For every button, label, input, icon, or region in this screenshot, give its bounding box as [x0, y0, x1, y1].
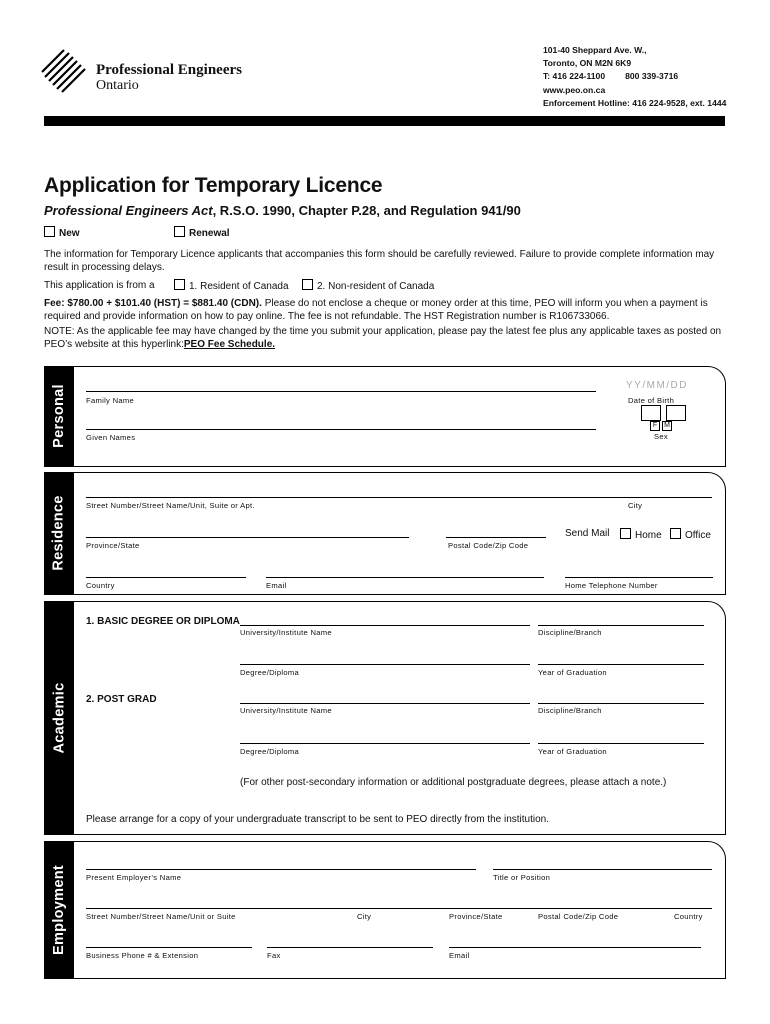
employment-tab: Employment	[44, 841, 74, 978]
residence-street-label: Street Number/Street Name/Unit, Suite or Apt.	[86, 501, 255, 510]
resident-label: 1. Resident of Canada	[189, 281, 289, 292]
resident-option	[174, 279, 289, 293]
sex-f-label: F	[650, 421, 660, 431]
residence-country-label: Country	[86, 581, 115, 590]
hotline: Enforcement Hotline: 416 224-9528, ext. 1444	[543, 97, 727, 108]
tollfree: 800 339-3716	[625, 71, 679, 82]
employer-province-label: Province/State	[449, 912, 503, 921]
residence-city-label: City	[628, 501, 643, 510]
residence-email-field[interactable]	[266, 577, 544, 578]
post-grad-heading: 2. POST GRAD	[86, 694, 157, 705]
fee-text	[44, 297, 728, 323]
act-rest: , R.S.O. 1990, Chapter P.28, and Regulation 941/90	[212, 203, 521, 218]
transcript-note: Please arrange for a copy of your undergraduate transcript to be sent to PEO directly from the institution.	[86, 814, 550, 825]
sex-box-m[interactable]	[666, 405, 686, 421]
business-phone-field[interactable]	[86, 947, 252, 948]
residency-row	[44, 279, 155, 292]
address-block	[543, 44, 726, 110]
nonresident-checkbox[interactable]	[302, 279, 313, 290]
mail-home-option	[620, 528, 662, 541]
org-sub: Ontario	[96, 78, 139, 93]
basic-university-field[interactable]	[240, 625, 530, 626]
basic-year-label: Year of Graduation	[538, 668, 607, 677]
website: www.peo.on.ca	[543, 84, 606, 95]
from-label: This application is from a	[44, 280, 155, 291]
send-mail-label: Send Mail	[565, 528, 610, 539]
employer-name-label: Present Employer’s Name	[86, 873, 182, 882]
employer-address-field[interactable]	[86, 908, 712, 909]
basic-degree-label: Degree/Diploma	[240, 668, 300, 677]
fax-label: Fax	[267, 951, 281, 960]
other-degrees-note: (For other post-secondary information or additional postgraduate degrees, please attach a note.)	[240, 777, 667, 788]
post-year-label: Year of Graduation	[538, 747, 607, 756]
renewal-label: Renewal	[189, 228, 230, 239]
basic-degree-field[interactable]	[240, 664, 530, 665]
academic-tab: Academic	[44, 601, 74, 834]
employer-name-field[interactable]	[86, 869, 476, 870]
renewal-option	[174, 226, 230, 240]
page-subtitle	[44, 203, 521, 218]
employer-city-label: City	[357, 912, 372, 921]
basic-year-field[interactable]	[538, 664, 704, 665]
fee-amount: Fee: $780.00 + $101.40 (HST) = $881.40 (CDN).	[44, 298, 262, 309]
intro-text: The information for Temporary Licence applicants that accompanies this form should be carefully reviewed. Failure to provide complete information may result in processing delays.	[44, 249, 715, 273]
post-degree-label: Degree/Diploma	[240, 747, 300, 756]
personal-tab: Personal	[44, 366, 74, 466]
post-degree-field[interactable]	[240, 743, 530, 744]
family-name-field[interactable]	[86, 391, 596, 392]
fee-schedule-link[interactable]: PEO Fee Schedule.	[183, 339, 276, 350]
job-title-label: Title or Position	[493, 873, 551, 882]
residence-email-label: Email	[266, 581, 287, 590]
resident-checkbox[interactable]	[174, 279, 185, 290]
sex-box-f[interactable]	[641, 405, 661, 421]
note-text	[44, 325, 728, 351]
residence-postal-field[interactable]	[446, 537, 546, 538]
fee-details: Please do not enclose a cheque or money order at this time, PEO will inform you when a payment is required and provide information on how to pay online. The fee is not refundable. The HST Registration number is R106733066.	[44, 298, 708, 322]
address-line1: 101-40 Sheppard Ave. W.,	[543, 45, 647, 55]
residence-tab: Residence	[44, 472, 74, 594]
post-university-label: University/Institute Name	[240, 706, 332, 715]
application-type	[44, 226, 80, 240]
basic-university-label: University/Institute Name	[240, 628, 332, 637]
basic-discipline-label: Discipline/Branch	[538, 628, 602, 637]
act-name: Professional Engineers Act	[44, 203, 213, 218]
date-of-birth-label: Date of Birth	[628, 396, 675, 405]
home-phone-label: Home Telephone Number	[565, 581, 658, 590]
residence-province-label: Province/State	[86, 541, 140, 550]
basic-discipline-field[interactable]	[538, 625, 704, 626]
date-of-birth-field[interactable]: YY/MM/DD	[626, 380, 688, 391]
job-title-field[interactable]	[493, 869, 712, 870]
residence-province-field[interactable]	[86, 537, 409, 538]
phone: T: 416 224-1100	[543, 71, 606, 82]
given-names-field[interactable]	[86, 429, 596, 430]
family-name-label: Family Name	[86, 396, 135, 405]
peo-logo-icon	[40, 44, 90, 94]
mail-home-checkbox[interactable]	[620, 528, 631, 539]
new-checkbox[interactable]	[44, 226, 55, 237]
residence-country-field[interactable]	[86, 577, 246, 578]
org-name: Professional Engineers	[96, 62, 242, 78]
home-phone-field[interactable]	[565, 577, 713, 578]
post-discipline-field[interactable]	[538, 703, 704, 704]
business-phone-label: Business Phone # & Extension	[86, 951, 199, 960]
address-line2: Toronto, ON M2N 6K9	[543, 58, 632, 69]
mail-home-label: Home	[635, 530, 662, 541]
employer-email-label: Email	[449, 951, 470, 960]
mail-office-label: Office	[685, 530, 711, 541]
nonresident-label: 2. Non-resident of Canada	[317, 281, 435, 292]
academic-section	[44, 601, 726, 835]
basic-degree-heading: 1. BASIC DEGREE OR DIPLOMA	[86, 616, 240, 627]
residence-street-field[interactable]	[86, 497, 712, 498]
nonresident-option	[302, 279, 434, 293]
residence-postal-label: Postal Code/Zip Code	[448, 541, 529, 550]
employer-email-field[interactable]	[449, 947, 701, 948]
sex-label: Sex	[654, 432, 668, 441]
mail-office-checkbox[interactable]	[670, 528, 681, 539]
note-body: NOTE: As the applicable fee may have changed by the time you submit your application, please pay the latest fee plus any applicable taxes as posted on PEO’s website at this hyperlink:	[44, 326, 722, 350]
sex-m-label: M	[662, 421, 672, 431]
personal-section	[44, 366, 726, 467]
new-label: New	[59, 228, 80, 239]
page-title: Application for Temporary Licence	[44, 174, 383, 197]
post-year-field[interactable]	[538, 743, 704, 744]
employer-country-label: Country	[674, 912, 703, 921]
given-names-label: Given Names	[86, 433, 136, 442]
employer-postal-label: Postal Code/Zip Code	[538, 912, 619, 921]
renewal-checkbox[interactable]	[174, 226, 185, 237]
fax-field[interactable]	[267, 947, 433, 948]
post-university-field[interactable]	[240, 703, 530, 704]
header-bar	[44, 116, 725, 126]
mail-office-option	[670, 528, 711, 541]
employer-street-label: Street Number/Street Name/Unit or Suite	[86, 912, 236, 921]
post-discipline-label: Discipline/Branch	[538, 706, 602, 715]
